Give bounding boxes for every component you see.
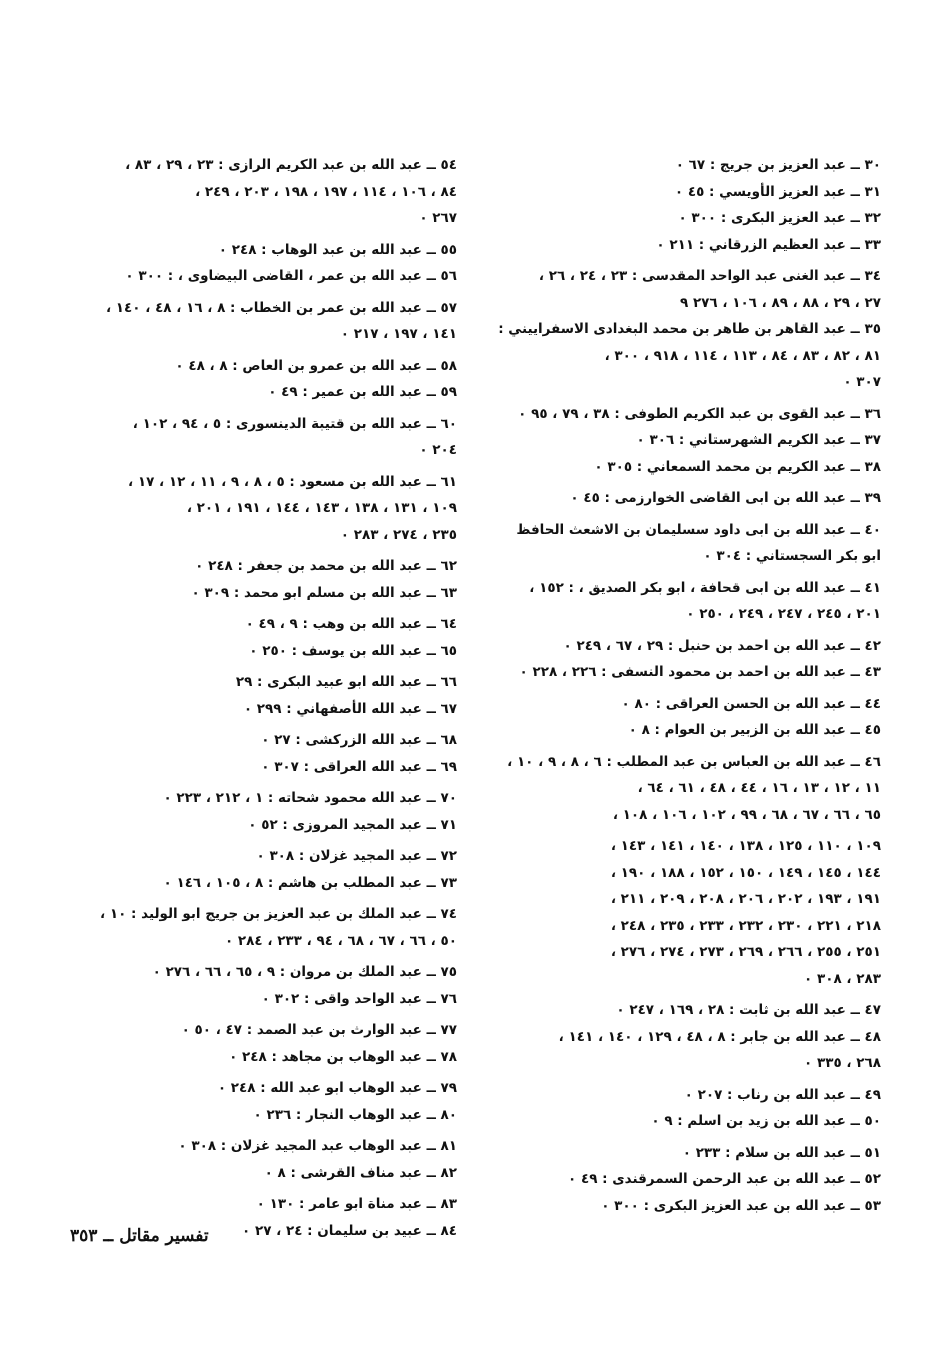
index-entry-line: ٢١٨ ، ٢٢١ ، ٢٣٠ ، ٢٣٢ ، ٢٣٣ ، ٢٣٥ ، ٢٤٨ ، <box>610 917 881 934</box>
index-entry-line: ٣٠٧ ٠ <box>843 374 881 390</box>
index-entry-line: ٤٦ ــ عبد الله بن العباس بن عبد المطلب : ٦ ، ٨ ، ٩ ، ١٠ ، <box>507 753 881 770</box>
index-entry-line: ٦٧ ــ عبد الله الأصفهاني : ٢٩٩ ٠ <box>243 700 457 717</box>
index-entry-line: ٢٥١ ، ٢٥٥ ، ٢٦٦ ، ٢٦٩ ، ٢٧٣ ، ٢٧٤ ، ٢٧٦ ، <box>610 944 881 960</box>
index-entry-line: ٦٥ ، ٦٦ ، ٦٧ ، ٦٨ ، ٩٩ ، ١٠٢ ، ١٠٦ ، ١٠٨ ، <box>612 806 881 823</box>
index-entry-line: ٢٨٣ ، ٣٠٨ ٠ <box>804 970 881 987</box>
page-footer: تفسير مقاتل ــ ٣٥٣ <box>70 1226 209 1246</box>
index-entry-line: ٧٢ ــ عبد المجيد غزلان : ٣٠٨ ٠ <box>256 848 457 864</box>
index-entry-line: ٤٤ ــ عبد الله بن الحسن العراقى : ٨٠ ٠ <box>621 695 881 712</box>
index-entry-line: ٥٦ ــ عبد الله بن عمر ، القاضى البيضاوى ، : ٣٠٠ ٠ <box>125 268 457 284</box>
index-entry-line: ٦٦ ــ عبد الله ابو عبيد البكرى : ٢٩ <box>235 674 457 690</box>
index-entry-line: ٥٣ ــ عبد الله بن عبد العزيز البكرى : ٣٠٠ ٠ <box>601 1197 881 1214</box>
index-entry-line: ٥٠ ، ٦٦ ، ٦٧ ، ٦٨ ، ٩٤ ، ٢٣٣ ، ٢٨٤ ٠ <box>224 932 457 949</box>
index-entry-line: ٨٠ ــ عبد الوهاب النجار : ٢٣٦ ٠ <box>253 1106 457 1123</box>
index-entry-line: ٨١ ، ٨٢ ، ٨٣ ، ٨٤ ، ١١٣ ، ١١٤ ، ٩١٨ ، ٣٠٠ ، <box>604 347 881 364</box>
index-entry-line: ٣٢ ــ عبد العزيز البكرى : ٣٠٠ ٠ <box>678 210 881 226</box>
index-entry-line: ٣٤ ــ عبد الغنى عبد الواحد المقدسى : ٢٣ ، ٢٤ ، ٢٦ ، <box>538 268 881 284</box>
index-entry-line: ٦١ ــ عبد الله بن مسعود : ٥ ، ٨ ، ٩ ، ١١ ، ١٢ ، ١٧ ، <box>128 473 457 490</box>
index-entry-line: ٤٧ ــ عبد الله بن ثابت : ٢٨ ، ١٦٩ ، ٢٤٧ ٠ <box>616 1002 881 1018</box>
index-entry-line: ٦٨ ــ عبد الله الزركشى : ٢٧ ٠ <box>261 732 457 748</box>
index-entry-line: ٣٦ ــ عبد القوى بن عبد الكريم الطوفى : ٣٨ ، ٧٩ ، ٩٥ ٠ <box>518 405 881 422</box>
index-entry-line: ٧٤ ــ عبد الملك بن عبد العزيز بن جريج ابو الوليد : ١٠ ، <box>100 906 457 922</box>
index-entry-line: ١١ ، ١٢ ، ١٣ ، ١٦ ، ٤٤ ، ٤٨ ، ٦١ ، ٦٤ ، <box>637 780 881 796</box>
index-entry-line: ٢٠٤ ٠ <box>419 442 457 458</box>
index-entry-line: ٥٥ ــ عبد الله بن عبد الوهاب : ٢٤٨ ٠ <box>218 241 457 258</box>
index-entry-line: ١٤٤ ، ١٤٥ ، ١٤٩ ، ١٥٠ ، ١٥٢ ، ١٨٨ ، ١٩٠ ، <box>610 864 881 881</box>
index-entry-line: ٤٣ ــ عبد الله بن احمد بن محمود النسفى : ٢٢٦ ، ٢٢٨ ٠ <box>519 664 881 680</box>
index-entry-line: ٤٠ ــ عبد الله بن ابى داود سسليمان بن الاشعث الحافظ <box>516 521 881 538</box>
index-entry-line: ٥٩ ــ عبد الله بن عمير : ٤٩ ٠ <box>268 384 457 400</box>
index-entry-line: ٦٤ ــ عبد الله بن وهب : ٩ ، ٤٩ ٠ <box>245 616 457 632</box>
index-entry-line: ٥٠ ــ عبد الله بن زيد بن اسلم : ٩ ٠ <box>651 1113 881 1129</box>
index-entry-line: ٣٧ ــ عبد الكريم الشهرستاني : ٣٠٦ ٠ <box>636 432 881 448</box>
index-entry-line: ٤٩ ــ عبد الله بن رناب : ٢٠٧ ٠ <box>684 1086 881 1103</box>
index-entry-line: ٧٨ ــ عبد الوهاب بن مجاهد : ٢٤٨ ٠ <box>229 1048 457 1065</box>
index-entry-line: ٨١ ــ عبد الوهاب عبد المجيد غزلان : ٣٠٨ ٠ <box>178 1138 457 1154</box>
index-entry-line: ٣٣ ــ عبد العظيم الزرقاني : ٢١١ ٠ <box>656 236 881 253</box>
index-entry-line: ٦٢ ــ عبد الله بن محمد بن جعفر : ٢٤٨ ٠ <box>195 558 457 574</box>
index-column-left <box>42 152 457 1244</box>
index-entry-line: ١٠٩ ، ١١٠ ، ١٢٥ ، ١٣٨ ، ١٤٠ ، ١٤١ ، ١٤٣ ، <box>610 838 881 854</box>
index-entry-line: ٥٤ ــ عبد الله بن عبد الكريم الرازى : ٢٣ ، ٢٩ ، ٨٣ ، <box>125 157 457 173</box>
index-entry-line: ٧٧ ــ عبد الوارث بن عبد الصمد : ٤٧ ، ٥٠ ٠ <box>181 1022 457 1038</box>
index-entry-line: ٢٣٥ ، ٢٧٤ ، ٢٨٣ ٠ <box>340 526 457 543</box>
index-entry-line: ٦٥ ــ عبد الله بن يوسف : ٢٥٠ ٠ <box>249 642 457 659</box>
index-entry-line: ٥١ ــ عبد الله بن سلام : ٢٣٣ ٠ <box>682 1144 881 1161</box>
index-entry-line: ٣٠ ــ عبد العزيز بن جريج : ٦٧ ٠ <box>675 157 881 173</box>
index-entry-line: ١٩١ ، ١٩٣ ، ٢٠٢ ، ٢٠٦ ، ٢٠٨ ، ٢٠٩ ، ٢١١ ، <box>610 891 881 907</box>
index-entry-line: ٢٦٨ ، ٣٣٥ ٠ <box>804 1055 881 1071</box>
index-entry-line: ٢٧ ، ٢٩ ، ٨٨ ، ٨٩ ، ١٠٦ ، ٢٧٦ ٩ <box>679 294 881 311</box>
index-entry-line: ٢٠١ ، ٢٤٥ ، ٢٤٧ ، ٢٤٩ ، ٢٥٠ ٠ <box>686 606 881 622</box>
index-entry-line: ٦٣ ــ عبد الله بن مسلم ابو محمد : ٣٠٩ ٠ <box>191 584 457 601</box>
index-entry-line: ٦٠ ــ عبد الله بن قتيبة الدينسورى : ٥ ، ٩٤ ، ١٠٢ ، <box>132 415 457 432</box>
index-entry-line: ٣٩ ــ عبد الله بن ابى القاضى الخوارزمى : ٤٥ ٠ <box>570 490 881 506</box>
index-column-right <box>441 152 881 1219</box>
index-entry-line: ٧٣ ــ عبد المطلب بن هاشم : ٨ ، ١٠٥ ، ١٤٦ ٠ <box>163 874 457 891</box>
index-entry-line: ٣٨ ــ عبد الكريم بن محمد السمعاني : ٣٠٥ ٠ <box>594 458 881 475</box>
index-entry-line: ١٤١ ، ١٩٧ ، ٢١٧ ٠ <box>340 326 457 342</box>
index-entry-line: ٤٨ ــ عبد الله بن جابر : ٨ ، ٤٨ ، ١٢٩ ، ١٤٠ ، ١٤١ ، <box>558 1028 881 1045</box>
index-entry-line: ٥٢ ــ عبد الله بن عبد الرحمن السمرقندى : ٤٩ ٠ <box>568 1171 881 1187</box>
index-entry-line: ١٠٩ ، ١٣١ ، ١٣٨ ، ١٤٣ ، ١٤٤ ، ١٩١ ، ٢٠١ ، <box>186 500 457 516</box>
index-entry-line: ٧٥ ــ عبد الملك بن مروان : ٩ ، ٦٥ ، ٦٦ ، ٢٧٦ ٠ <box>152 964 457 980</box>
index-entry-line: ٥٨ ــ عبد الله بن عمرو بن العاص : ٨ ، ٤٨ ٠ <box>175 357 457 374</box>
index-entry-line: ابو بكر السجستاني : ٣٠٤ ٠ <box>703 548 881 564</box>
index-entry-line: ٣٥ ــ عبد القاهر بن طاهر بن محمد البغدادى الاسفراييني : <box>498 321 881 337</box>
index-entry-line: ٦٩ ــ عبد الله العراقى : ٣٠٧ ٠ <box>261 758 457 775</box>
index-entry-line: ٧٠ ــ عبد الله محمود شحاته : ١ ، ٢١٢ ، ٢٢٣ ٠ <box>163 790 457 806</box>
index-entry-line: ٤٥ ــ عبد الله بن الزبير بن العوام : ٨ ٠ <box>628 722 881 738</box>
index-entry-line: ٨٤ ، ١٠٦ ، ١١٤ ، ١٩٧ ، ١٩٨ ، ٢٠٣ ، ٢٤٩ ، <box>195 183 457 200</box>
index-entry-line: ٨٢ ــ عبد مناف القرشى : ٨ ٠ <box>264 1164 457 1181</box>
index-entry-line: ٤٢ ــ عبد الله بن احمد بن حنبل : ٢٩ ، ٦٧ ، ٢٤٩ ٠ <box>563 637 881 654</box>
index-entry-line: ٣١ ــ عبد العزيز الأويسي : ٤٥ ٠ <box>674 183 881 200</box>
index-entry-line: ٧٩ ــ عبد الوهاب ابو عبد الله : ٢٤٨ ٠ <box>217 1080 457 1096</box>
index-entry-line: ٤١ ــ عبد الله بن ابى قحافة ، ابو بكر الصديق ، : ١٥٢ ، <box>529 579 881 596</box>
index-entry-line: ٨٤ ــ عبيد بن سليمان : ٢٤ ، ٢٧ ٠ <box>242 1222 457 1239</box>
index-entry-line: ٧٦ ــ عبد الواحد واقى : ٣٠٢ ٠ <box>261 990 457 1007</box>
index-entry-line: ٧١ ــ عبد المجيد المروزى : ٥٢ ٠ <box>248 816 457 833</box>
index-entry-line: ٥٧ ــ عبد الله بن عمر بن الخطاب : ٨ ، ١٦ ، ٤٨ ، ١٤٠ ، <box>105 299 457 316</box>
index-entry-line: ٨٣ ــ عبد مناة ابو عامر : ١٣٠ ٠ <box>256 1196 457 1212</box>
index-entry-line: ٢٦٧ ٠ <box>419 210 457 226</box>
